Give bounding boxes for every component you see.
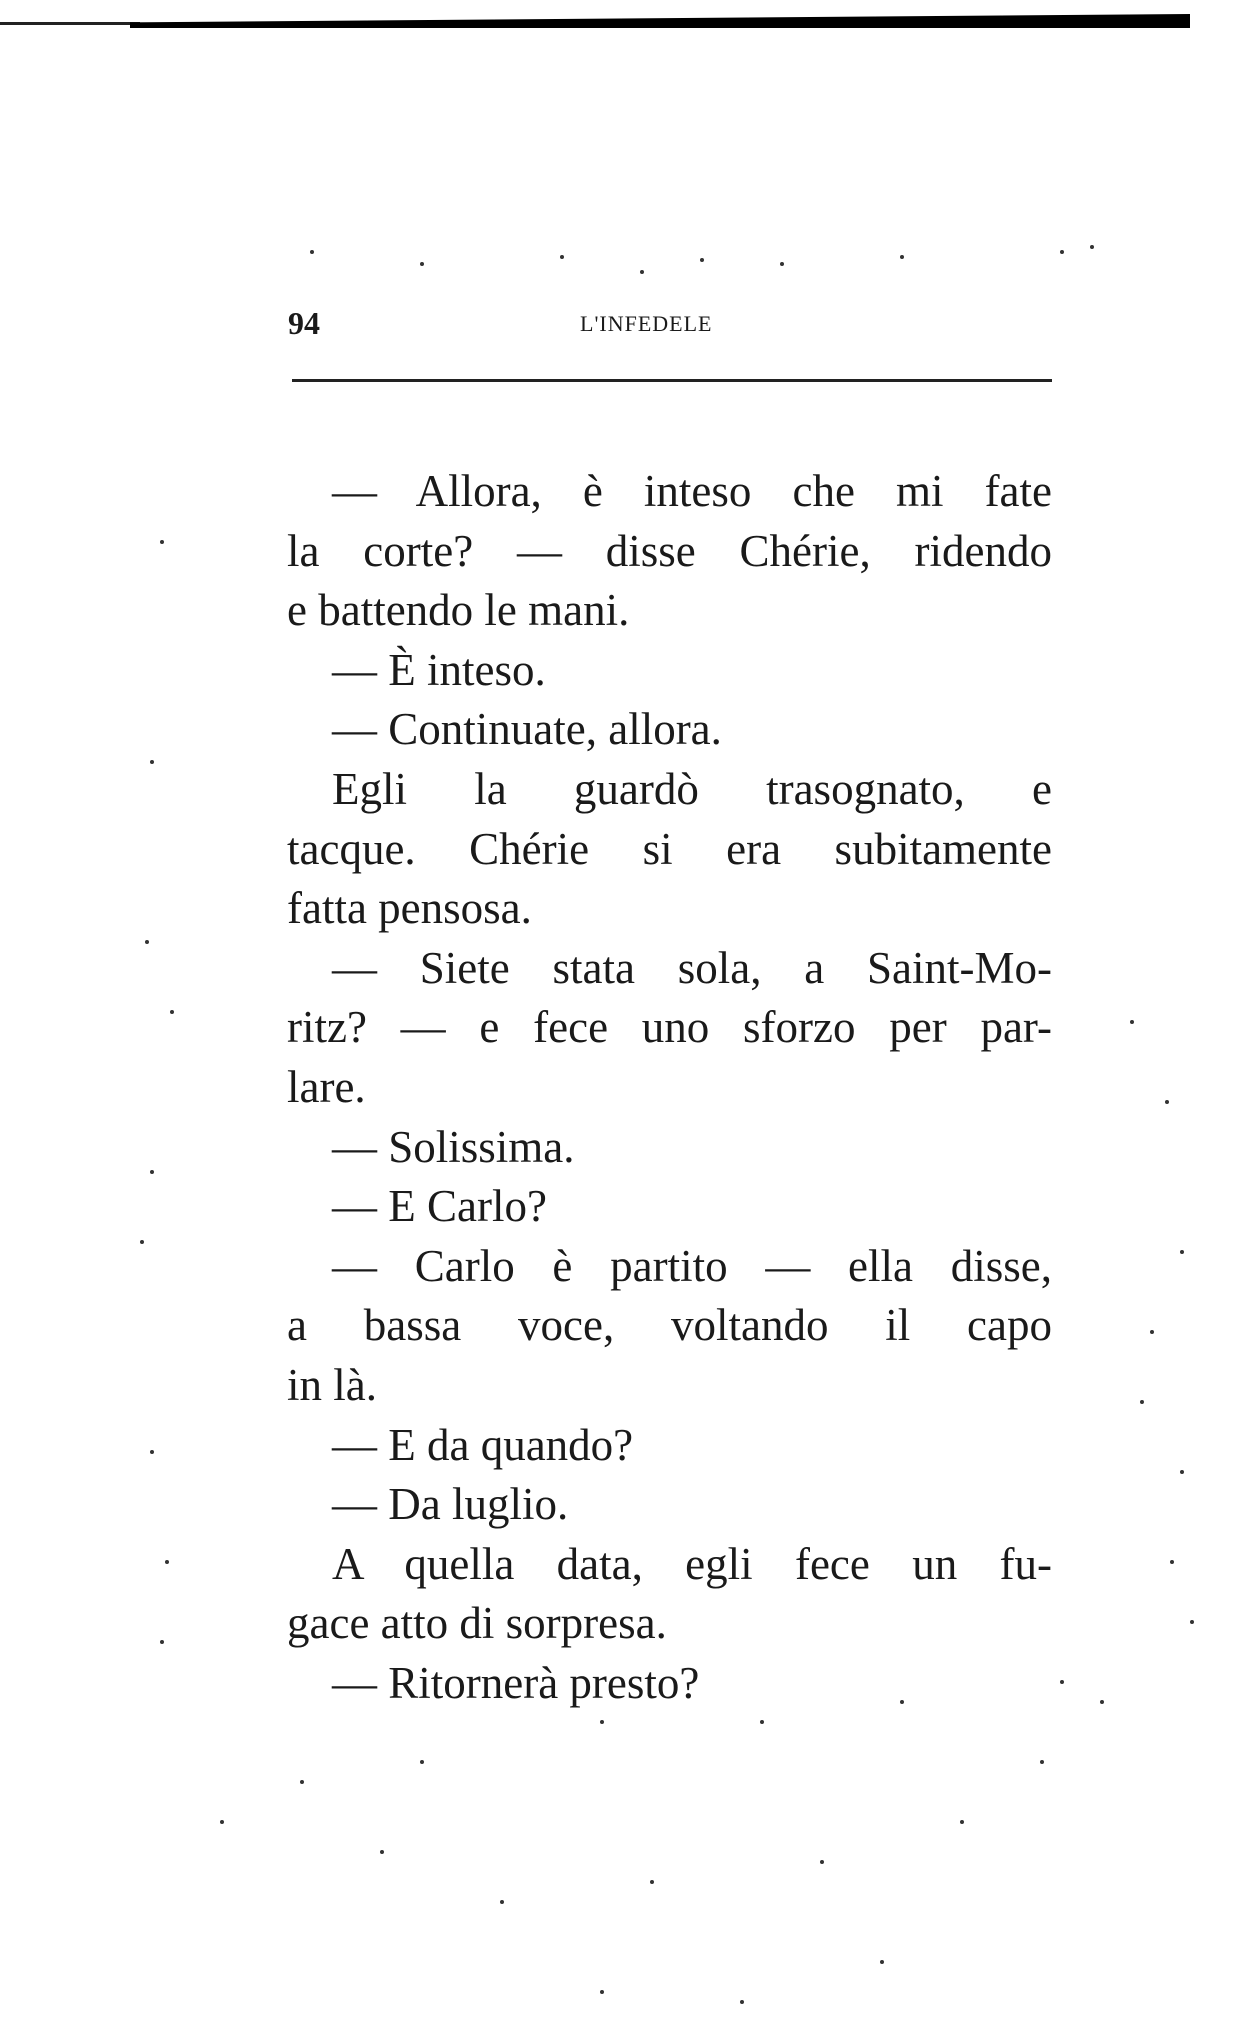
scan-speck bbox=[1060, 250, 1064, 254]
scan-speck bbox=[740, 2000, 744, 2004]
scan-speck bbox=[165, 1560, 169, 1564]
page-number: 94 bbox=[288, 305, 320, 341]
page-header bbox=[288, 305, 1058, 345]
scan-speck bbox=[900, 255, 904, 259]
scan-speck bbox=[1090, 245, 1094, 249]
scan-speck bbox=[1130, 1020, 1134, 1024]
scan-speck bbox=[780, 262, 784, 266]
scan-speck bbox=[1040, 1760, 1044, 1764]
scan-speck bbox=[145, 940, 149, 944]
scan-speck bbox=[1060, 1680, 1064, 1684]
text-line: — Da luglio. bbox=[332, 1479, 569, 1530]
scan-speck bbox=[600, 1990, 604, 1994]
text-line: tacque. Chérie si era subitamente bbox=[287, 823, 1052, 874]
text-line: — Carlo è partito — ella disse, bbox=[332, 1240, 1052, 1291]
text-line: Egli la guardò trasognato, e bbox=[332, 763, 1052, 814]
text-line: fatta pensosa. bbox=[287, 883, 532, 934]
body-text bbox=[287, 462, 1052, 1713]
top-edge-shadow bbox=[130, 14, 1190, 28]
scan-speck bbox=[310, 250, 314, 254]
text-line: gace atto di sorpresa. bbox=[287, 1598, 667, 1649]
text-line: — Allora, è inteso che mi fate bbox=[332, 466, 1052, 516]
scan-speck bbox=[1180, 1250, 1184, 1254]
scan-speck bbox=[600, 1720, 604, 1724]
scan-speck bbox=[380, 1850, 384, 1854]
text-line: la corte? — disse Chérie, ridendo bbox=[287, 525, 1052, 576]
text-line: — E da quando? bbox=[332, 1419, 634, 1470]
scan-speck bbox=[420, 1760, 424, 1764]
text-line: a bassa voce, voltando il capo bbox=[287, 1300, 1052, 1351]
scan-speck bbox=[560, 255, 564, 259]
scan-speck bbox=[1150, 1330, 1154, 1334]
scan-speck bbox=[140, 1240, 144, 1244]
scan-speck bbox=[420, 262, 424, 266]
scan-speck bbox=[150, 1170, 154, 1174]
header-rule bbox=[292, 379, 1052, 382]
scan-speck bbox=[160, 1640, 164, 1644]
text-line: — Continuate, allora. bbox=[332, 704, 722, 755]
scan-speck bbox=[760, 1720, 764, 1724]
text-line: — Solissima. bbox=[332, 1121, 575, 1172]
text-line: — È inteso. bbox=[332, 644, 546, 695]
scan-speck bbox=[700, 258, 704, 262]
scan-speck bbox=[300, 1780, 304, 1784]
text-line: e battendo le mani. bbox=[287, 585, 630, 636]
text-line: — E Carlo? bbox=[332, 1181, 547, 1232]
text-line: — Ritornerà presto? bbox=[332, 1657, 700, 1708]
scan-speck bbox=[650, 1880, 654, 1884]
scan-speck bbox=[900, 1700, 904, 1704]
text-line: ritz? — e fece uno sforzo per par- bbox=[287, 1002, 1052, 1053]
scan-speck bbox=[150, 1450, 154, 1454]
scan-speck bbox=[640, 270, 644, 274]
top-edge-rule bbox=[0, 22, 140, 25]
scan-speck bbox=[220, 1820, 224, 1824]
scan-speck bbox=[150, 760, 154, 764]
scan-speck bbox=[880, 1960, 884, 1964]
scan-speck bbox=[1170, 1560, 1174, 1564]
running-title: L'INFEDELE bbox=[580, 311, 713, 336]
scan-speck bbox=[1180, 1470, 1184, 1474]
scan-speck bbox=[820, 1860, 824, 1864]
text-line: lare. bbox=[287, 1061, 366, 1112]
text-line: — Siete stata sola, a Saint-Mo- bbox=[332, 942, 1052, 993]
scan-speck bbox=[1190, 1620, 1194, 1624]
scan-speck bbox=[170, 1010, 174, 1014]
text-line: A quella data, egli fece un fu- bbox=[332, 1538, 1052, 1589]
scan-speck bbox=[1140, 1400, 1144, 1404]
scan-speck bbox=[1165, 1100, 1169, 1104]
scan-speck bbox=[500, 1900, 504, 1904]
text-line: in là. bbox=[287, 1359, 377, 1410]
scan-speck bbox=[160, 540, 164, 544]
scan-speck bbox=[1100, 1700, 1104, 1704]
scan-speck bbox=[960, 1820, 964, 1824]
